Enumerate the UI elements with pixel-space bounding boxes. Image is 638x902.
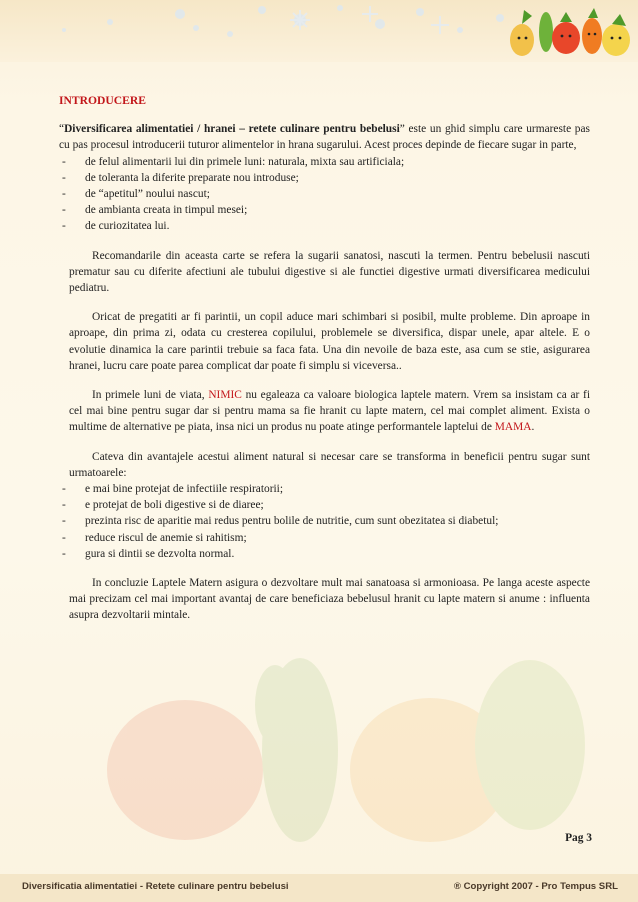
depends-list [59, 154, 590, 235]
intro-paragraph [59, 121, 590, 153]
list-item: - reduce riscul de anemie si rahitism; [59, 530, 590, 546]
indented-section [59, 575, 590, 624]
list-item: - gura si dintii se dezvolta normal. [59, 546, 590, 562]
footer-book-title: Diversificatia alimentatiei - Retete culinare pentru bebelusi [22, 881, 289, 892]
highlight-nimic: NIMIC [208, 389, 242, 402]
book-title: Diversificarea alimentatiei / hranei – retete culinare pentru bebelusi [64, 123, 400, 136]
vegetables-watermark [107, 658, 585, 842]
footer-copyright: ® Copyright 2007 - Pro Tempus SRL [453, 881, 618, 892]
list-item: - de curiozitatea lui. [59, 218, 590, 234]
page-number: Pag 3 [565, 832, 592, 844]
intro-text: ” este un ghid simplu care urmareste pas cu pas procesul introducerii tuturor alimentelor in hrana sugarului. Acest proces depinde de fiecare sugar in parte, [59, 123, 590, 152]
advantages-paragraph: Cateva din avantajele acestui aliment natural si necesar care se transforma in beneficii pentru sugar sunt urmatoarele: [69, 450, 590, 479]
milk-paragraph [69, 387, 590, 436]
milk-text: In primele luni de viata, [92, 389, 209, 402]
milk-text: nu egaleaza ca valoare biologica laptele matern. Vrem sa insistam ca ar fi cel mai bine pentru sugar dar si pentru mama sa fie hranit cu lapte matern, cel mai complet aliment. Exista o multime de alternative pe piata, insa nici un produs nu poate atinge performantele laptelui de [69, 389, 590, 434]
list-item: - e protejat de boli digestive si de diaree; [59, 497, 590, 513]
list-item: - de ambianta creata in timpul mesei; [59, 202, 590, 218]
intro-quote-open: “ [59, 123, 65, 136]
highlight-mama: MAMA [494, 421, 532, 434]
list-item: - e mai bine protejat de infectiile respiratorii; [59, 481, 590, 497]
vegetables-illustration [510, 8, 630, 56]
list-item: - de felul alimentarii lui din primele luni: naturala, mixta sau artificiala; [59, 154, 590, 170]
advantages-list [59, 481, 590, 562]
milk-text: . [531, 421, 535, 434]
document-body [59, 93, 590, 624]
list-item: - de “apetitul” noului nascut; [59, 186, 590, 202]
recommend-paragraph: Recomandarile din aceasta carte se refera la sugarii sanatosi, nascuti la termen. Pentru bebelusii nascuti prematur sau cu diferite afectiuni ale tubului digestive si ale functiei digestive urmati diversificarea medicului pediatru. [69, 249, 590, 295]
list-item: - de toleranta la diferite preparate nou introduse; [59, 170, 590, 186]
sparkles-decoration [62, 5, 504, 37]
section-title: INTRODUCERE [59, 94, 146, 107]
conclusion-paragraph: In concluzie Laptele Matern asigura o dezvoltare mult mai sanatoasa si armonioasa. Pe langa aceste aspecte mai precizam cel mai important avantaj de care beneficiaza bebelusul hranit cu lapte matern si anume : influenta asupra dezvoltarii mintale. [69, 577, 590, 622]
footer [0, 874, 638, 902]
indented-section [59, 248, 590, 481]
prepare-paragraph: Oricat de pregatiti ar fi parintii, un copil aduce mari schimbari si posibil, multe probleme. Din aproape in aproape, din prima zi, odata cu cresterea copilului, problemele se diversifica, dispar unele, apar altele. E o evolutie dinamica la care parintii trebuie sa faca fata. Una din nevoile de baza este, asa cum se stie, asigurarea hranei, lucru care poate parea complicat dar poate fi simplu si viceversa.. [69, 311, 590, 372]
list-item: - prezinta risc de aparitie mai redus pentru bolile de nutritie, cum sunt obezitatea si diabetul; [59, 513, 590, 529]
